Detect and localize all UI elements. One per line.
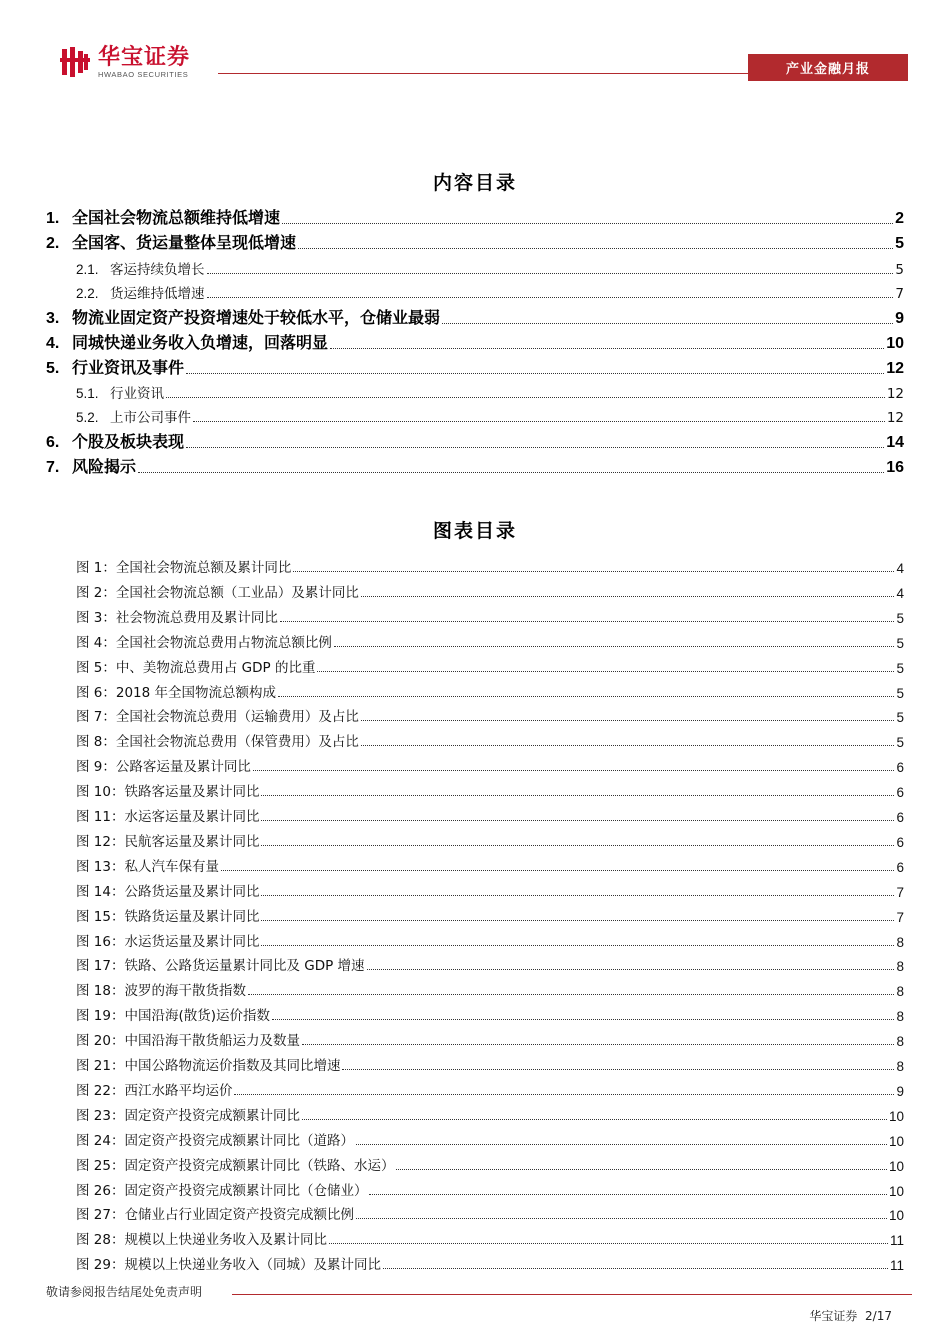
figure-entry-page: 6	[896, 785, 904, 800]
toc-entry[interactable]	[76, 258, 904, 278]
figure-entry-page: 7	[896, 910, 904, 925]
figure-entry[interactable]	[76, 681, 904, 701]
dot-leader	[207, 272, 894, 274]
figure-entry[interactable]	[76, 855, 904, 875]
footer-page-info	[809, 1307, 892, 1324]
figure-entry[interactable]	[76, 1228, 904, 1248]
dot-leader	[356, 1217, 887, 1219]
dot-leader	[193, 420, 885, 422]
dot-leader	[361, 595, 895, 597]
toc-entry[interactable]	[76, 406, 904, 426]
figure-entry[interactable]	[76, 656, 904, 676]
company-logo	[58, 42, 190, 82]
figure-entry-label: 图 7：全国社会物流总费用（运输费用）及占比	[76, 709, 359, 725]
figure-entry-label: 图 16：水运货运量及累计同比	[76, 934, 260, 950]
dot-leader	[367, 968, 895, 970]
dot-leader	[253, 769, 895, 771]
dot-leader	[261, 794, 894, 796]
toc-entry[interactable]	[76, 382, 904, 402]
toc-title: 内容目录	[432, 172, 517, 194]
toc-entry[interactable]	[46, 306, 904, 328]
toc-entry-text: 物流业固定资产投资增速处于较低水平，仓储业最弱	[72, 308, 441, 327]
toc-entry-number: 5.2.	[76, 410, 99, 425]
figure-entry-page: 8	[896, 935, 904, 950]
figure-entry-page: 8	[896, 1034, 904, 1049]
dot-leader	[261, 819, 894, 821]
toc-entry-text: 风险揭示	[72, 457, 137, 476]
dot-leader	[356, 1143, 887, 1145]
toc-entry-label	[46, 230, 296, 253]
dot-leader	[138, 471, 884, 473]
dot-leader	[186, 372, 884, 374]
header-divider	[218, 73, 748, 74]
toc-entry[interactable]	[46, 331, 904, 353]
toc-entry-page: 10	[886, 335, 904, 352]
figure-entry-label: 图 13：私人汽车保有量	[76, 859, 219, 875]
figure-entry-label: 图 15：铁路货运量及累计同比	[76, 909, 260, 925]
figure-entry[interactable]	[76, 705, 904, 725]
toc-entry-text: 行业资讯及事件	[72, 358, 185, 377]
toc-entry[interactable]	[46, 455, 904, 477]
toc-entry-text: 货运维持低增速	[110, 286, 205, 302]
toc-entry-label	[76, 406, 191, 426]
toc-entry-page: 2	[895, 210, 904, 227]
figure-entry-page: 11	[889, 1258, 904, 1273]
dot-leader	[329, 1242, 888, 1244]
toc-entry-number: 5.	[46, 360, 60, 377]
figure-entry-page: 11	[889, 1233, 904, 1248]
dot-leader	[396, 1168, 886, 1170]
figure-entry-label: 图 25：固定资产投资完成额累计同比（铁路、水运）	[76, 1158, 395, 1174]
figure-entry-label: 图 1：全国社会物流总额及累计同比	[76, 560, 292, 576]
figure-entry-page: 10	[888, 1109, 904, 1124]
toc-entry-number: 3.	[46, 310, 60, 327]
figure-entry-label: 图 18：波罗的海干散货指数	[76, 983, 246, 999]
toc-entry-label	[76, 282, 205, 302]
toc-entry-number: 6.	[46, 434, 60, 451]
figure-entry[interactable]	[76, 1054, 904, 1074]
figure-entry[interactable]	[76, 979, 904, 999]
toc-entry-label	[46, 454, 136, 477]
figure-entry-label: 图 4：全国社会物流总费用占物流总额比例	[76, 635, 332, 651]
dot-leader	[261, 944, 894, 946]
figure-entry-label: 图 17：铁路、公路货运量累计同比及 GDP 增速	[76, 958, 365, 974]
toc-entry-page: 12	[886, 410, 904, 426]
footer-company: 华宝证券	[809, 1309, 858, 1323]
dot-leader	[342, 1068, 894, 1070]
figure-entry[interactable]	[76, 730, 904, 750]
dot-leader	[369, 1193, 886, 1195]
toc-entry-number: 4.	[46, 335, 60, 352]
figure-entry[interactable]	[76, 1004, 904, 1024]
dot-leader	[261, 919, 894, 921]
figure-entry-label: 图 20：中国沿海干散货船运力及数量	[76, 1033, 300, 1049]
page-number: 2/17	[865, 1309, 892, 1323]
toc-entry-text: 个股及板块表现	[72, 432, 185, 451]
toc-entry-page: 16	[886, 459, 904, 476]
figure-entry[interactable]	[76, 1029, 904, 1049]
figure-entry-label: 图 14：公路货运量及累计同比	[76, 884, 260, 900]
toc-entry-text: 行业资讯	[110, 386, 164, 402]
figure-entry-page: 5	[896, 636, 904, 651]
figure-entry[interactable]	[76, 880, 904, 900]
figure-entry-label: 图 29：规模以上快递业务收入（同城）及累计同比	[76, 1257, 381, 1273]
toc-entry[interactable]	[46, 231, 904, 253]
figure-entry-label: 图 19：中国沿海(散货)运价指数	[76, 1008, 271, 1024]
figure-entry-page: 10	[888, 1159, 904, 1174]
figure-entry[interactable]	[76, 606, 904, 626]
figure-entry[interactable]	[76, 830, 904, 850]
figure-entry-page: 4	[896, 586, 904, 601]
figure-entry-page: 7	[896, 885, 904, 900]
dot-leader	[186, 446, 884, 448]
figure-entry-page: 8	[896, 1009, 904, 1024]
dot-leader	[361, 744, 895, 746]
dot-leader	[361, 719, 895, 721]
toc-entry-text: 同城快递业务收入负增速，回落明显	[72, 333, 329, 352]
toc-entry-number: 2.2.	[76, 286, 99, 301]
figure-entry[interactable]	[76, 556, 904, 576]
figure-entry-label: 图 9：公路客运量及累计同比	[76, 759, 251, 775]
dot-leader	[302, 1043, 895, 1045]
figure-entry-label: 图 12：民航客运量及累计同比	[76, 834, 260, 850]
figure-entry-page: 6	[896, 760, 904, 775]
figure-entry-page: 8	[896, 984, 904, 999]
figure-entry[interactable]	[76, 805, 904, 825]
brand-name-cn: 华宝证券	[98, 44, 191, 70]
toc-entry-text: 全国客、货运量整体呈现低增速	[72, 233, 297, 252]
toc-entry-label	[46, 330, 328, 353]
toc-entry-page: 5	[895, 262, 904, 278]
toc-entry-label	[46, 305, 440, 328]
figure-entry[interactable]	[76, 755, 904, 775]
figure-entry-page: 5	[896, 686, 904, 701]
figure-entry-page: 10	[888, 1134, 904, 1149]
figure-entry-label: 图 2：全国社会物流总额（工业品）及累计同比	[76, 585, 359, 601]
footer-disclaimer: 敬请参阅报告结尾处免责声明	[46, 1285, 203, 1299]
figure-entry-page: 10	[888, 1208, 904, 1223]
dot-leader	[207, 296, 894, 298]
figure-list-title: 图表目录	[432, 520, 517, 542]
dot-leader	[278, 695, 894, 697]
dot-leader	[298, 247, 893, 249]
toc-entry-number: 1.	[46, 210, 60, 227]
dot-leader	[334, 645, 895, 647]
dot-leader	[383, 1267, 888, 1269]
figure-entry-label: 图 23：固定资产投资完成额累计同比	[76, 1108, 300, 1124]
dot-leader	[261, 894, 894, 896]
dot-leader	[442, 322, 893, 324]
toc-entry-text: 上市公司事件	[110, 410, 191, 426]
figure-entry[interactable]	[76, 1203, 904, 1223]
figure-entry[interactable]	[76, 1104, 904, 1124]
toc-entry-number: 5.1.	[76, 386, 99, 401]
figure-entry-label: 图 22：西江水路平均运价	[76, 1083, 233, 1099]
dot-leader	[221, 869, 895, 871]
figure-entry-label: 图 6：2018 年全国物流总额构成	[76, 685, 277, 701]
toc-entry-page: 9	[895, 310, 904, 327]
figure-entry-label: 图 28：规模以上快递业务收入及累计同比	[76, 1232, 327, 1248]
figure-entry-label: 图 26：固定资产投资完成额累计同比（仓储业）	[76, 1183, 368, 1199]
toc-entry-text: 全国社会物流总额维持低增速	[72, 208, 281, 227]
toc-entry-text: 客运持续负增长	[110, 262, 205, 278]
toc-entry[interactable]	[76, 282, 904, 302]
figure-entry[interactable]	[76, 581, 904, 601]
hwabao-logo-icon	[58, 45, 92, 79]
figure-entry-label: 图 24：固定资产投资完成额累计同比（道路）	[76, 1133, 354, 1149]
dot-leader	[248, 993, 895, 995]
toc-entry-page: 14	[886, 434, 904, 451]
toc-entry[interactable]	[46, 356, 904, 378]
figure-entry-page: 6	[896, 810, 904, 825]
dot-leader	[293, 570, 894, 572]
figure-entry[interactable]	[76, 1154, 904, 1174]
figure-entry-page: 8	[896, 1059, 904, 1074]
dot-leader	[272, 1018, 894, 1020]
figure-entry[interactable]	[76, 905, 904, 925]
figure-entry-page: 5	[896, 661, 904, 676]
dot-leader	[166, 396, 885, 398]
figure-entry-label: 图 27：仓储业占行业固定资产投资完成额比例	[76, 1207, 354, 1223]
figure-entry-page: 5	[896, 735, 904, 750]
dot-leader	[261, 844, 894, 846]
toc-entry-page: 5	[895, 235, 904, 252]
figure-entry[interactable]	[76, 631, 904, 651]
toc-entry-page: 12	[886, 386, 904, 402]
dot-leader	[302, 1118, 887, 1120]
toc-entry-label	[46, 355, 184, 378]
figure-entry-page: 6	[896, 835, 904, 850]
toc-entry-page: 12	[886, 360, 904, 377]
figure-entry[interactable]	[76, 780, 904, 800]
dot-leader	[234, 1093, 894, 1095]
figure-entry-page: 6	[896, 860, 904, 875]
toc-entry[interactable]	[46, 206, 904, 228]
figure-entry-page: 9	[896, 1084, 904, 1099]
figure-entry-page: 8	[896, 959, 904, 974]
figure-entry[interactable]	[76, 1129, 904, 1149]
figure-entry[interactable]	[76, 954, 904, 974]
figure-entry-label: 图 3：社会物流总费用及累计同比	[76, 610, 278, 626]
toc-entry-number: 7.	[46, 459, 60, 476]
figure-entry-label: 图 11：水运客运量及累计同比	[76, 809, 260, 825]
figure-entry-label: 图 10：铁路客运量及累计同比	[76, 784, 260, 800]
figure-entry-label: 图 21：中国公路物流运价指数及其同比增速	[76, 1058, 341, 1074]
toc-entry-label	[76, 382, 164, 402]
toc-entry-label	[46, 205, 280, 228]
toc-entry-number: 2.	[46, 235, 60, 252]
brand-name-en: HWABAO SECURITIES	[98, 69, 189, 79]
figure-entry[interactable]	[76, 1179, 904, 1199]
toc-entry-page: 7	[895, 286, 904, 302]
dot-leader	[330, 347, 884, 349]
figure-entry[interactable]	[76, 1253, 904, 1273]
toc-entry-label	[46, 429, 184, 452]
figure-entry[interactable]	[76, 1079, 904, 1099]
figure-entry-label: 图 5：中、美物流总费用占 GDP 的比重	[76, 660, 316, 676]
dot-leader	[317, 670, 894, 672]
figure-entry[interactable]	[76, 930, 904, 950]
page-header	[0, 0, 950, 90]
dot-leader	[282, 222, 893, 224]
toc-entry-number: 2.1.	[76, 262, 99, 277]
figure-entry-label: 图 8：全国社会物流总费用（保管费用）及占比	[76, 734, 359, 750]
dot-leader	[280, 620, 895, 622]
toc-entry-label	[76, 258, 205, 278]
figure-entry-page: 10	[888, 1184, 904, 1199]
figure-entry-page: 5	[896, 710, 904, 725]
figure-entry-page: 4	[896, 561, 904, 576]
toc-entry[interactable]	[46, 430, 904, 452]
figure-entry-page: 5	[896, 611, 904, 626]
footer-divider	[232, 1294, 912, 1295]
report-type-badge: 产业金融月报	[748, 54, 908, 81]
